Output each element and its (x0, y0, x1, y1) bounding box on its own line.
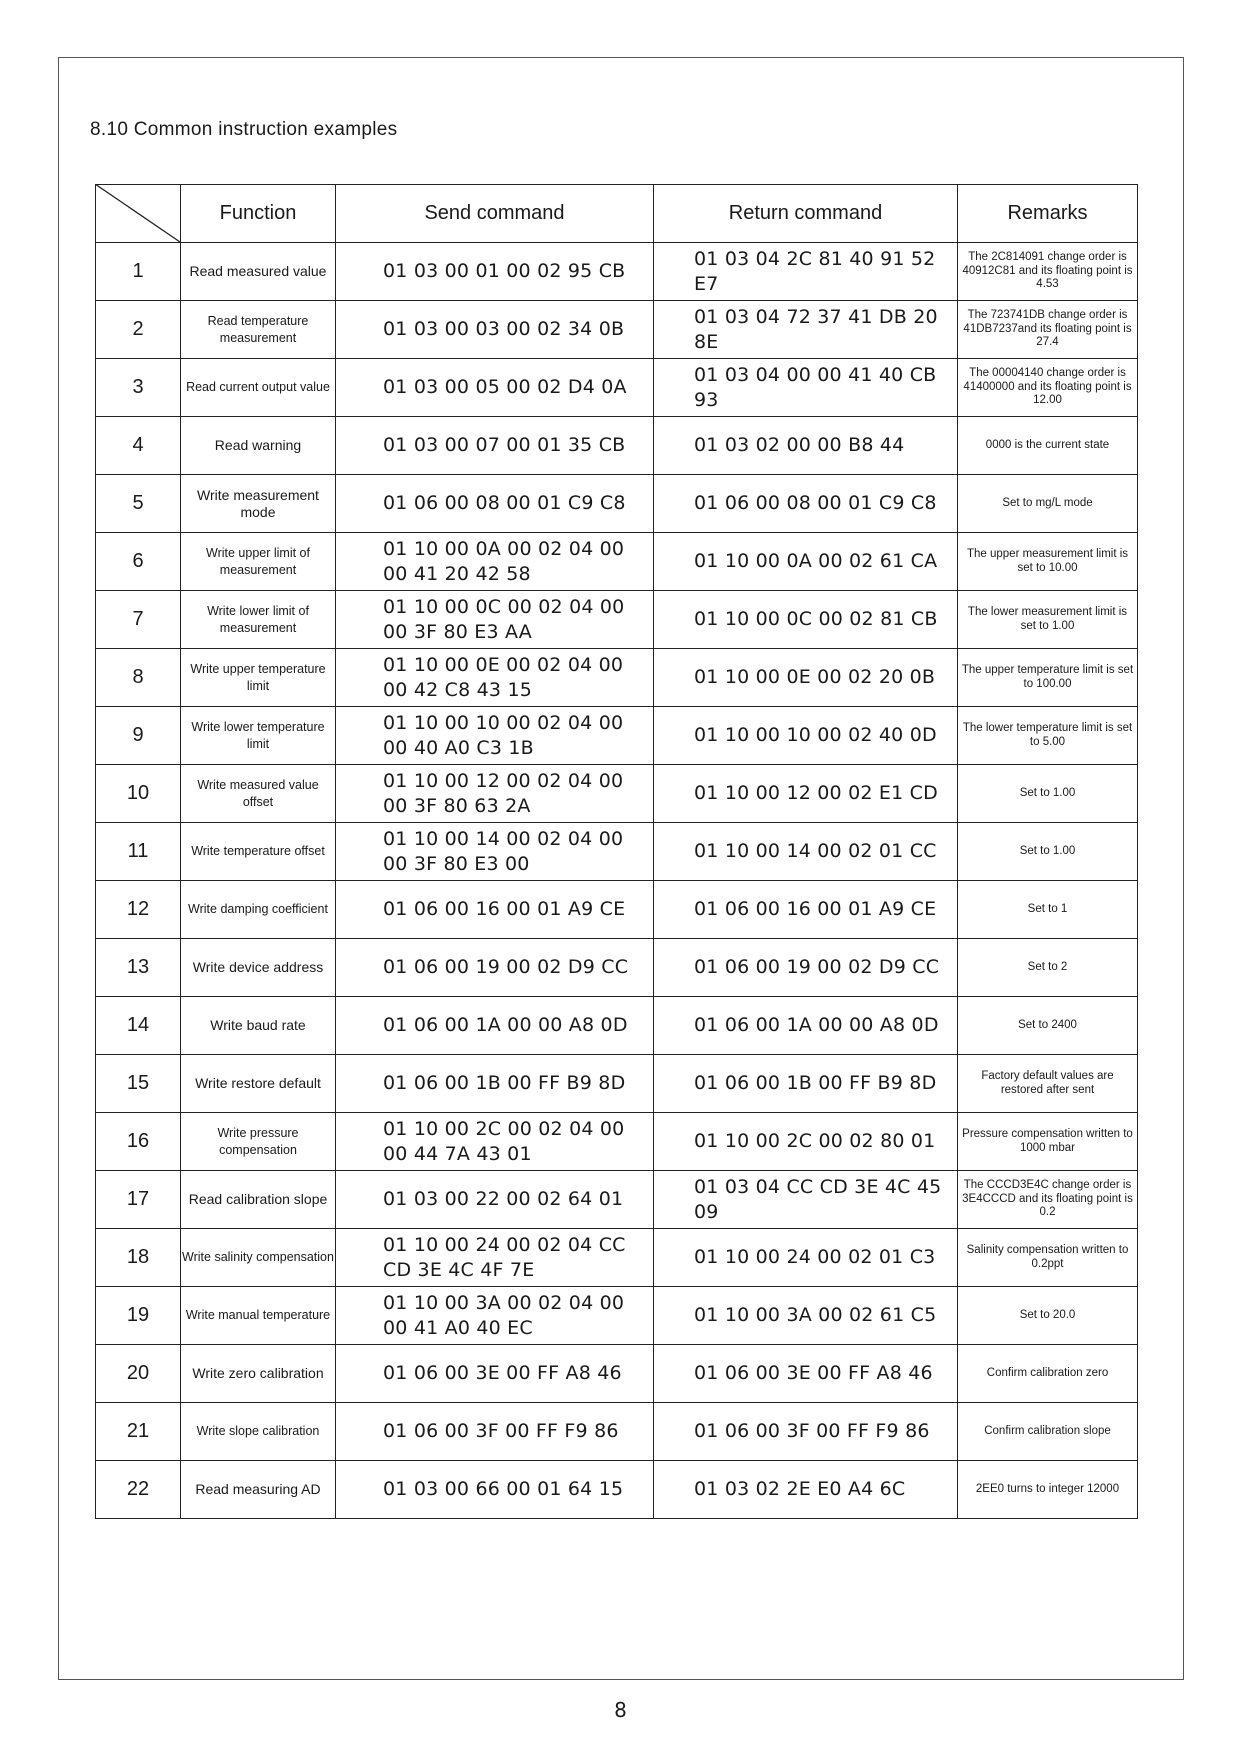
row-number: 10 (96, 765, 181, 823)
table-row (96, 1345, 1138, 1403)
row-number: 19 (96, 1287, 181, 1345)
header-return-command: Return command (654, 185, 958, 243)
header-send-command: Send command (336, 185, 654, 243)
function-cell: Write manual temperature (181, 1287, 336, 1345)
send-command-cell: 01 06 00 3E 00 FF A8 46 (336, 1345, 654, 1403)
return-command-cell: 01 06 00 19 00 02 D9 CC (654, 939, 958, 997)
table-row (96, 591, 1138, 649)
function-cell: Read calibration slope (181, 1171, 336, 1229)
remarks-cell: Factory default values are restored after sent (958, 1055, 1138, 1113)
table-row (96, 649, 1138, 707)
return-command-cell: 01 10 00 2C 00 02 80 01 (654, 1113, 958, 1171)
command-table (95, 184, 1138, 1519)
function-cell: Write upper temperature limit (181, 649, 336, 707)
remarks-cell: The 2C814091 change order is 40912C81 and its floating point is 4.53 (958, 243, 1138, 301)
remarks-cell: Set to 2400 (958, 997, 1138, 1055)
remarks-cell: Set to 1 (958, 881, 1138, 939)
function-cell: Write measurement mode (181, 475, 336, 533)
return-command-cell: 01 03 04 CC CD 3E 4C 45 09 (654, 1171, 958, 1229)
remarks-cell: The 00004140 change order is 41400000 and its floating point is 12.00 (958, 359, 1138, 417)
remarks-cell: The lower measurement limit is set to 1.00 (958, 591, 1138, 649)
function-cell: Write device address (181, 939, 336, 997)
row-number: 7 (96, 591, 181, 649)
send-command-cell: 01 06 00 08 00 01 C9 C8 (336, 475, 654, 533)
return-command-cell: 01 03 04 72 37 41 DB 20 8E (654, 301, 958, 359)
function-cell: Write damping coefficient (181, 881, 336, 939)
row-number: 14 (96, 997, 181, 1055)
table-row (96, 939, 1138, 997)
row-number: 15 (96, 1055, 181, 1113)
table-row (96, 1403, 1138, 1461)
row-number: 4 (96, 417, 181, 475)
function-cell: Write lower limit of measurement (181, 591, 336, 649)
send-command-cell: 01 03 00 22 00 02 64 01 (336, 1171, 654, 1229)
table-row (96, 533, 1138, 591)
table-row (96, 1287, 1138, 1345)
send-command-cell: 01 03 00 05 00 02 D4 0A (336, 359, 654, 417)
remarks-cell: The lower temperature limit is set to 5.00 (958, 707, 1138, 765)
remarks-cell: Set to 2 (958, 939, 1138, 997)
table-row (96, 359, 1138, 417)
function-cell: Read warning (181, 417, 336, 475)
remarks-cell: 2EE0 turns to integer 12000 (958, 1461, 1138, 1519)
row-number: 11 (96, 823, 181, 881)
send-command-cell: 01 06 00 19 00 02 D9 CC (336, 939, 654, 997)
function-cell: Write salinity compensation (181, 1229, 336, 1287)
function-cell: Write temperature offset (181, 823, 336, 881)
table-row (96, 1229, 1138, 1287)
table-row (96, 243, 1138, 301)
row-number: 20 (96, 1345, 181, 1403)
remarks-cell: 0000 is the current state (958, 417, 1138, 475)
send-command-cell: 01 06 00 1B 00 FF B9 8D (336, 1055, 654, 1113)
return-command-cell: 01 03 02 00 00 B8 44 (654, 417, 958, 475)
function-cell: Write zero calibration (181, 1345, 336, 1403)
return-command-cell: 01 03 04 00 00 41 40 CB 93 (654, 359, 958, 417)
row-number: 5 (96, 475, 181, 533)
remarks-cell: Set to 20.0 (958, 1287, 1138, 1345)
header-function: Function (181, 185, 336, 243)
remarks-cell: Set to mg/L mode (958, 475, 1138, 533)
send-command-cell: 01 06 00 1A 00 00 A8 0D (336, 997, 654, 1055)
table-row (96, 707, 1138, 765)
row-number: 13 (96, 939, 181, 997)
remarks-cell: Confirm calibration slope (958, 1403, 1138, 1461)
return-command-cell: 01 10 00 14 00 02 01 CC (654, 823, 958, 881)
send-command-cell: 01 03 00 07 00 01 35 CB (336, 417, 654, 475)
send-command-cell: 01 10 00 14 00 02 04 00 00 3F 80 E3 00 (336, 823, 654, 881)
corner-cell (96, 185, 181, 243)
return-command-cell: 01 06 00 3F 00 FF F9 86 (654, 1403, 958, 1461)
function-cell: Read measuring AD (181, 1461, 336, 1519)
return-command-cell: 01 10 00 0E 00 02 20 0B (654, 649, 958, 707)
send-command-cell: 01 10 00 0C 00 02 04 00 00 3F 80 E3 AA (336, 591, 654, 649)
send-command-cell: 01 10 00 0A 00 02 04 00 00 41 20 42 58 (336, 533, 654, 591)
send-command-cell: 01 06 00 16 00 01 A9 CE (336, 881, 654, 939)
row-number: 2 (96, 301, 181, 359)
row-number: 22 (96, 1461, 181, 1519)
return-command-cell: 01 06 00 1A 00 00 A8 0D (654, 997, 958, 1055)
return-command-cell: 01 06 00 16 00 01 A9 CE (654, 881, 958, 939)
table-row (96, 881, 1138, 939)
function-cell: Write pressure compensation (181, 1113, 336, 1171)
row-number: 21 (96, 1403, 181, 1461)
send-command-cell: 01 03 00 66 00 01 64 15 (336, 1461, 654, 1519)
send-command-cell: 01 10 00 24 00 02 04 CC CD 3E 4C 4F 7E (336, 1229, 654, 1287)
table-row (96, 1171, 1138, 1229)
remarks-cell: Pressure compensation written to 1000 mbar (958, 1113, 1138, 1171)
table-row (96, 301, 1138, 359)
row-number: 17 (96, 1171, 181, 1229)
remarks-cell: The upper temperature limit is set to 100.00 (958, 649, 1138, 707)
row-number: 8 (96, 649, 181, 707)
return-command-cell: 01 10 00 3A 00 02 61 C5 (654, 1287, 958, 1345)
row-number: 3 (96, 359, 181, 417)
header-remarks: Remarks (958, 185, 1138, 243)
table-row (96, 1055, 1138, 1113)
return-command-cell: 01 06 00 1B 00 FF B9 8D (654, 1055, 958, 1113)
return-command-cell: 01 10 00 12 00 02 E1 CD (654, 765, 958, 823)
table-row (96, 475, 1138, 533)
return-command-cell: 01 03 04 2C 81 40 91 52 E7 (654, 243, 958, 301)
function-cell: Write upper limit of measurement (181, 533, 336, 591)
table-row (96, 765, 1138, 823)
row-number: 6 (96, 533, 181, 591)
section-title: 8.10 Common instruction examples (90, 119, 398, 140)
row-number: 18 (96, 1229, 181, 1287)
send-command-cell: 01 10 00 0E 00 02 04 00 00 42 C8 43 15 (336, 649, 654, 707)
return-command-cell: 01 10 00 0C 00 02 81 CB (654, 591, 958, 649)
return-command-cell: 01 06 00 3E 00 FF A8 46 (654, 1345, 958, 1403)
remarks-cell: Salinity compensation written to 0.2ppt (958, 1229, 1138, 1287)
function-cell: Read temperature measurement (181, 301, 336, 359)
function-cell: Write measured value offset (181, 765, 336, 823)
table-row (96, 1461, 1138, 1519)
row-number: 1 (96, 243, 181, 301)
return-command-cell: 01 10 00 10 00 02 40 0D (654, 707, 958, 765)
function-cell: Write slope calibration (181, 1403, 336, 1461)
send-command-cell: 01 10 00 10 00 02 04 00 00 40 A0 C3 1B (336, 707, 654, 765)
function-cell: Write lower temperature limit (181, 707, 336, 765)
return-command-cell: 01 10 00 24 00 02 01 C3 (654, 1229, 958, 1287)
function-cell: Read current output value (181, 359, 336, 417)
row-number: 9 (96, 707, 181, 765)
send-command-cell: 01 10 00 2C 00 02 04 00 00 44 7A 43 01 (336, 1113, 654, 1171)
row-number: 12 (96, 881, 181, 939)
table-row (96, 823, 1138, 881)
row-number: 16 (96, 1113, 181, 1171)
return-command-cell: 01 06 00 08 00 01 C9 C8 (654, 475, 958, 533)
function-cell: Write restore default (181, 1055, 336, 1113)
page-number: 8 (614, 1698, 627, 1722)
remarks-cell: Set to 1.00 (958, 765, 1138, 823)
table-row (96, 417, 1138, 475)
function-cell: Read measured value (181, 243, 336, 301)
send-command-cell: 01 06 00 3F 00 FF F9 86 (336, 1403, 654, 1461)
send-command-cell: 01 03 00 03 00 02 34 0B (336, 301, 654, 359)
send-command-cell: 01 10 00 3A 00 02 04 00 00 41 A0 40 EC (336, 1287, 654, 1345)
remarks-cell: Confirm calibration zero (958, 1345, 1138, 1403)
return-command-cell: 01 03 02 2E E0 A4 6C (654, 1461, 958, 1519)
send-command-cell: 01 10 00 12 00 02 04 00 00 3F 80 63 2A (336, 765, 654, 823)
table-row (96, 1113, 1138, 1171)
send-command-cell: 01 03 00 01 00 02 95 CB (336, 243, 654, 301)
function-cell: Write baud rate (181, 997, 336, 1055)
return-command-cell: 01 10 00 0A 00 02 61 CA (654, 533, 958, 591)
remarks-cell: Set to 1.00 (958, 823, 1138, 881)
table-row (96, 997, 1138, 1055)
remarks-cell: The upper measurement limit is set to 10.00 (958, 533, 1138, 591)
remarks-cell: The 723741DB change order is 41DB7237and its floating point is 27.4 (958, 301, 1138, 359)
remarks-cell: The CCCD3E4C change order is 3E4CCCD and its floating point is 0.2 (958, 1171, 1138, 1229)
header-row (96, 185, 1138, 243)
